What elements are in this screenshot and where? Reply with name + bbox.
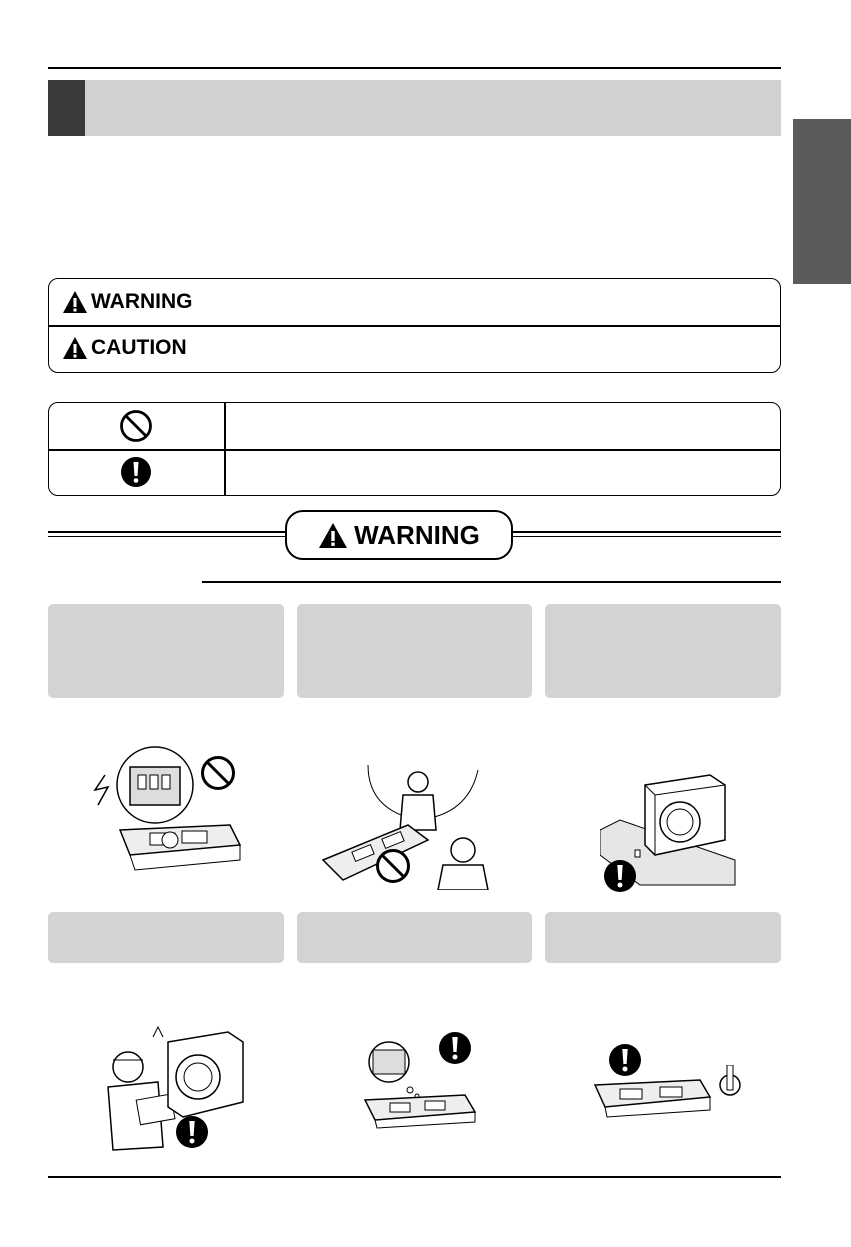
- illustration-4-mandatory: [174, 1114, 210, 1150]
- caution-triangle-icon: [62, 336, 88, 360]
- exclamation-icon: [607, 1042, 643, 1078]
- illustration-technician-manual: [98, 1022, 248, 1152]
- section-header-bar: [48, 80, 781, 136]
- exclamation-icon: [119, 455, 153, 489]
- warning-banner-text: WARNING: [354, 519, 480, 550]
- warning-item-box-1: [48, 604, 284, 698]
- symbols-vertical-divider: [224, 403, 226, 495]
- mandatory-symbol: [119, 455, 153, 489]
- illustration-6-mandatory: [607, 1042, 643, 1078]
- illustration-1-prohibition: [200, 755, 236, 791]
- side-tab: [793, 119, 851, 284]
- prohibition-icon: [119, 409, 153, 443]
- warning-legend-text: WARNING: [91, 290, 193, 313]
- illustration-3-mandatory: [602, 858, 638, 894]
- prohibition-icon: [375, 848, 411, 884]
- prohibition-symbol: [119, 409, 153, 443]
- symbols-horizontal-divider: [49, 449, 780, 451]
- warning-legend-label: [62, 288, 193, 316]
- legend-divider: [49, 325, 780, 327]
- legend-box: [48, 278, 781, 373]
- warning-banner: [285, 510, 513, 560]
- warning-item-box-6: [545, 912, 781, 963]
- exclamation-icon: [602, 858, 638, 894]
- illustration-2-prohibition: [375, 848, 411, 884]
- bottom-rule: [48, 1176, 781, 1178]
- section-header-tab: [48, 80, 85, 136]
- illustration-5-mandatory: [437, 1030, 473, 1066]
- warning-item-box-3: [545, 604, 781, 698]
- warning-triangle-icon: [318, 522, 348, 549]
- warning-item-box-4: [48, 912, 284, 963]
- exclamation-icon: [437, 1030, 473, 1066]
- warning-item-box-5: [297, 912, 532, 963]
- caution-legend-label: [62, 334, 187, 362]
- warning-banner-rule-right: [510, 531, 781, 537]
- symbols-box: [48, 402, 781, 496]
- top-rule: [48, 67, 781, 69]
- exclamation-icon: [174, 1114, 210, 1150]
- prohibition-icon: [200, 755, 236, 791]
- warning-banner-rule-left: [48, 531, 288, 537]
- warning-item-box-2: [297, 604, 532, 698]
- caution-legend-text: CAUTION: [91, 336, 187, 359]
- warning-triangle-icon: [62, 290, 88, 314]
- subsection-rule: [202, 581, 781, 583]
